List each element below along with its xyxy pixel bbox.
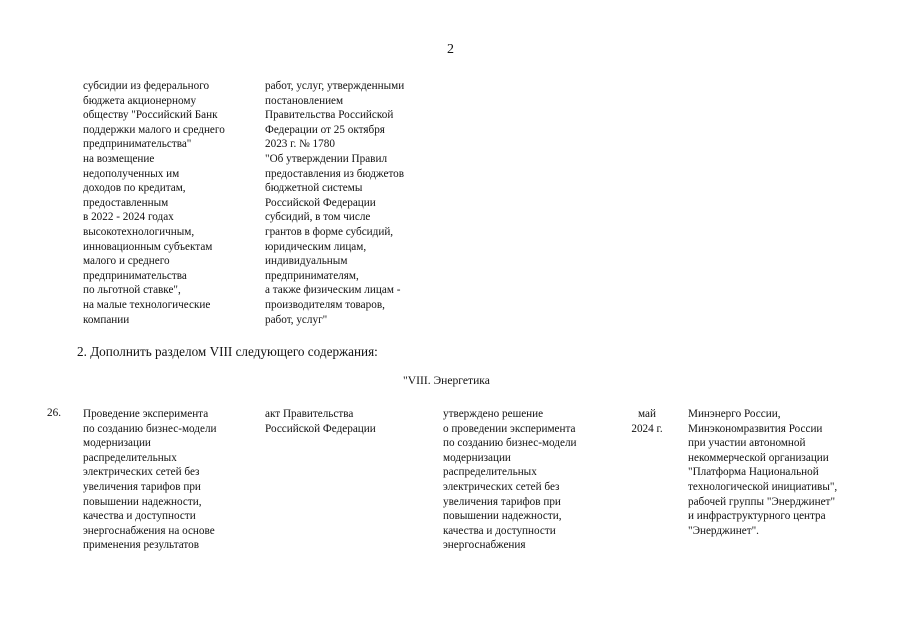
text-line: в 2022 - 2024 годах [83, 211, 174, 224]
text-line: распределительных [443, 466, 537, 479]
row-document-type [265, 407, 376, 436]
text-line: постановлением [265, 94, 344, 107]
text-line: на малые технологические [83, 298, 211, 311]
text-line: повышении надежности, [443, 510, 562, 523]
text-line: поддержки малого и среднего [83, 123, 225, 136]
text-line: Минэкономразвития России [688, 422, 823, 435]
text-line: по созданию бизнес-модели [83, 422, 217, 435]
text-line: качества и доступности [83, 510, 196, 523]
text-line: при участии автономной [688, 437, 806, 450]
text-line: работ, услуг" [265, 313, 328, 326]
text-line: Проведение эксперимента [83, 408, 209, 420]
section-heading: "VIII. Энергетика [403, 374, 490, 387]
text-line: предоставления из бюджетов [265, 167, 405, 180]
text-line: грантов в форме субсидий, [265, 225, 394, 238]
text-line: качества и доступности [443, 524, 556, 537]
text-line: бюджетной системы [265, 182, 363, 195]
row-result [443, 407, 577, 553]
text-line: и инфраструктурного центра [688, 510, 826, 523]
text-line: на возмещение [83, 152, 155, 165]
text-line: а также физическим лицам - [265, 284, 401, 297]
text-line: 2023 г. № 1780 [265, 138, 335, 151]
text-line: предоставленным [83, 196, 169, 209]
page-number: 2 [447, 42, 454, 57]
text-line: о проведении эксперимента [443, 422, 576, 435]
amendment-paragraph: 2. Дополнить разделом VIII следующего содержания: [77, 344, 378, 359]
text-line: по льготной ставке", [83, 284, 181, 297]
text-line: малого и среднего [83, 255, 170, 268]
text-line: технологической инициативы", [688, 480, 838, 493]
text-line: утверждено решение [443, 408, 544, 420]
text-line: обществу "Российский Банк [83, 109, 218, 122]
text-line: Федерации от 25 октября [265, 123, 385, 136]
text-line: инновационным субъектам [83, 240, 213, 253]
text-line: акт Правительства [265, 408, 354, 420]
text-line: 2024 г. [631, 422, 663, 435]
text-line: Минэнерго России, [688, 408, 781, 420]
text-line: Правительства Российской [265, 109, 394, 122]
text-line: "Платформа Национальной [688, 466, 819, 479]
text-line: модернизации [443, 451, 511, 464]
top-block-col1 [83, 79, 225, 327]
text-line: "Об утверждении Правил [265, 152, 388, 165]
text-line: "Энерджинет". [688, 524, 759, 537]
text-line: модернизации [83, 437, 151, 450]
text-line: субсидий, в том числе [265, 211, 371, 224]
text-line: производителям товаров, [265, 298, 385, 311]
text-line: увеличения тарифов при [443, 495, 561, 508]
row-responsible [688, 407, 837, 538]
top-block-col2 [265, 79, 404, 327]
text-line: распределительных [83, 451, 177, 464]
text-line: энергоснабжения [443, 539, 526, 552]
text-line: высокотехнологичным, [83, 225, 195, 238]
text-line: по созданию бизнес-модели [443, 437, 577, 450]
row-deadline [624, 407, 670, 436]
text-line: Российской Федерации [265, 196, 376, 209]
row-number: 26. [47, 407, 61, 419]
text-line: предпринимательства" [83, 138, 192, 151]
text-line: предпринимателям, [265, 269, 359, 282]
text-line: субсидии из федерального [83, 80, 210, 92]
text-line: недополученных им [83, 167, 180, 180]
text-line: применения результатов [83, 539, 200, 552]
text-line: увеличения тарифов при [83, 480, 201, 493]
text-line: компании [83, 313, 130, 326]
text-line: юридическим лицам, [265, 240, 367, 253]
text-line: повышении надежности, [83, 495, 202, 508]
text-line: индивидуальным [265, 255, 348, 268]
text-line: электрических сетей без [83, 466, 200, 479]
text-line: май [638, 408, 656, 420]
text-line: рабочей группы "Энерджинет" [688, 495, 836, 508]
text-line: некоммерческой организации [688, 451, 829, 464]
text-line: бюджета акционерному [83, 94, 197, 107]
text-line: работ, услуг, утвержденными [265, 80, 405, 92]
text-line: доходов по кредитам, [83, 182, 186, 195]
text-line: электрических сетей без [443, 480, 560, 493]
text-line: энергоснабжения на основе [83, 524, 215, 537]
text-line: предпринимательства [83, 269, 187, 282]
text-line: Российской Федерации [265, 422, 376, 435]
row-measure [83, 407, 217, 553]
